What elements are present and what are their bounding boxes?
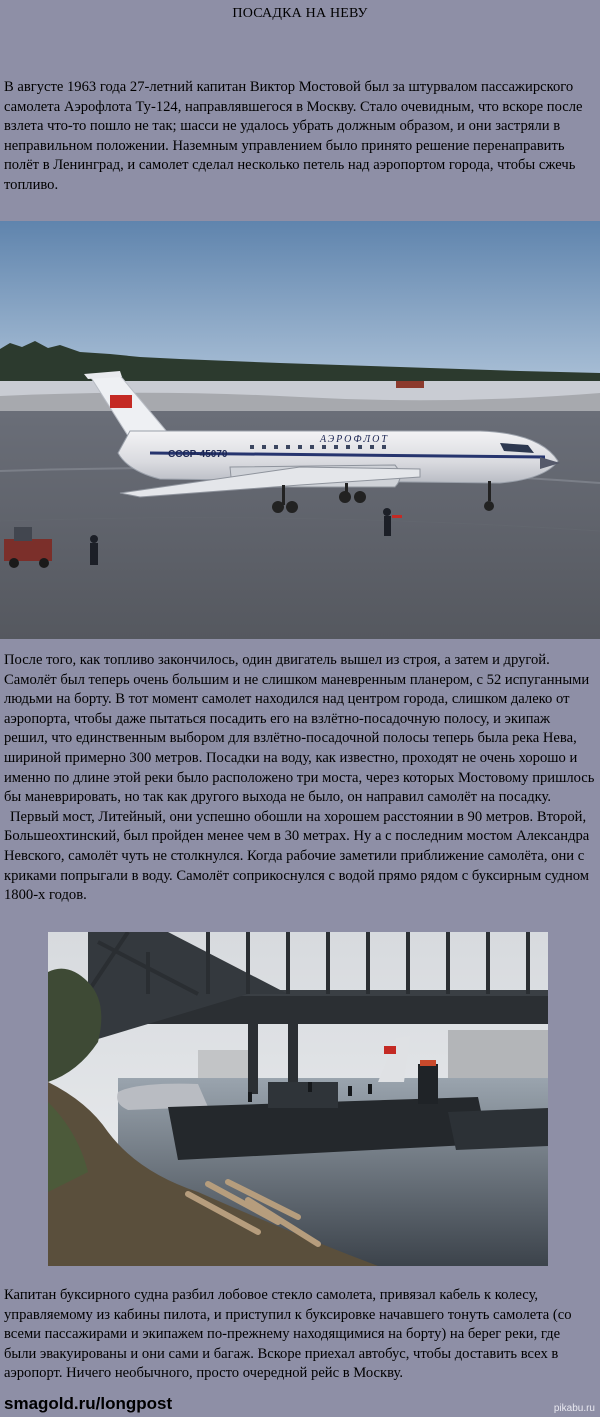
intro-paragraph: В августе 1963 года 27-летний капитан Виктор Мостовой был за штурвалом пассажирского самолета Аэрофлота Ту-124, направлявшегося в Москву. Стало очевидным, что вскоре после взлета что-то пошло не так; шасси не удалось убрать должным образом, и они застряли в неправильном положении. Наземным управлением было принято решение перенаправить полёт в Ленинград, и самолет сделал несколько петель над аэропортом города, чтобы сжечь топливо. — [4, 79, 583, 193]
plane-airline-lettering: АЭРОФЛОТ — [320, 434, 389, 445]
middle-paragraph-a: После того, как топливо закончилось, один двигатель вышел из строя, а затем и другой. Самолёт был теперь очень большим и не слишком маневренным планером, с 52 испуганными людьми на борту. В тот момент самолет находился над центром города, слишком далеко от аэропорта, чтобы даже пытаться посадить его на взлётно-посадочную полосу, и экипаж решил, что единственным выбором для взлётно-посадочной полосы теперь была река Нева, шириной примерно 300 метров. Посадки на воду, как известно, проходят не очень хорошо и именно по длине этой реки было расположено три моста, через которых Мостовому пришлось бы маневрировать, но так как другого выхода не было, он направил самолёт на посадку. — [4, 652, 595, 806]
airport-plane-photo — [0, 221, 600, 639]
page-title: ПОСАДКА НА НЕВУ — [232, 6, 368, 21]
ending-paragraph: Капитан буксирного судна разбил лобовое стекло самолета, привязал кабель к колесу, управляемому из кабины пилота, и приступил к буксировке начавшего тонуть самолета (со всеми пассажирами и экипажем по-прежнему находящимися на борту) на берег реки, где были эвакуированы и они сами и багаж. Вскоре приехал автобус, чтобы доставить всех в аэропорт. Ничего необычного, просто очередной рейс в Москву. — [4, 1287, 572, 1382]
river-plane-photo — [48, 932, 548, 1266]
middle-paragraph-b: Первый мост, Литейный, они успешно обошли на хорошем расстоянии в 90 метров. Второй, Большеохтинский, был пройден менее чем в 30 метрах. Ну а с последним мостом Александра Невского, самолёт чуть не столкнулся. Когда рабочие заметили приближение самолёта, они с криками попрыгали в воду. Самолёт соприкоснулся с водой прямо рядом с буксирным судном 1800-х годов. — [4, 808, 590, 904]
plane-registration: СССР-45070 — [168, 449, 228, 460]
source-link[interactable]: smagold.ru/longpost — [4, 1394, 173, 1413]
middle-text — [4, 651, 596, 906]
watermark: pikabu.ru — [553, 1403, 595, 1414]
